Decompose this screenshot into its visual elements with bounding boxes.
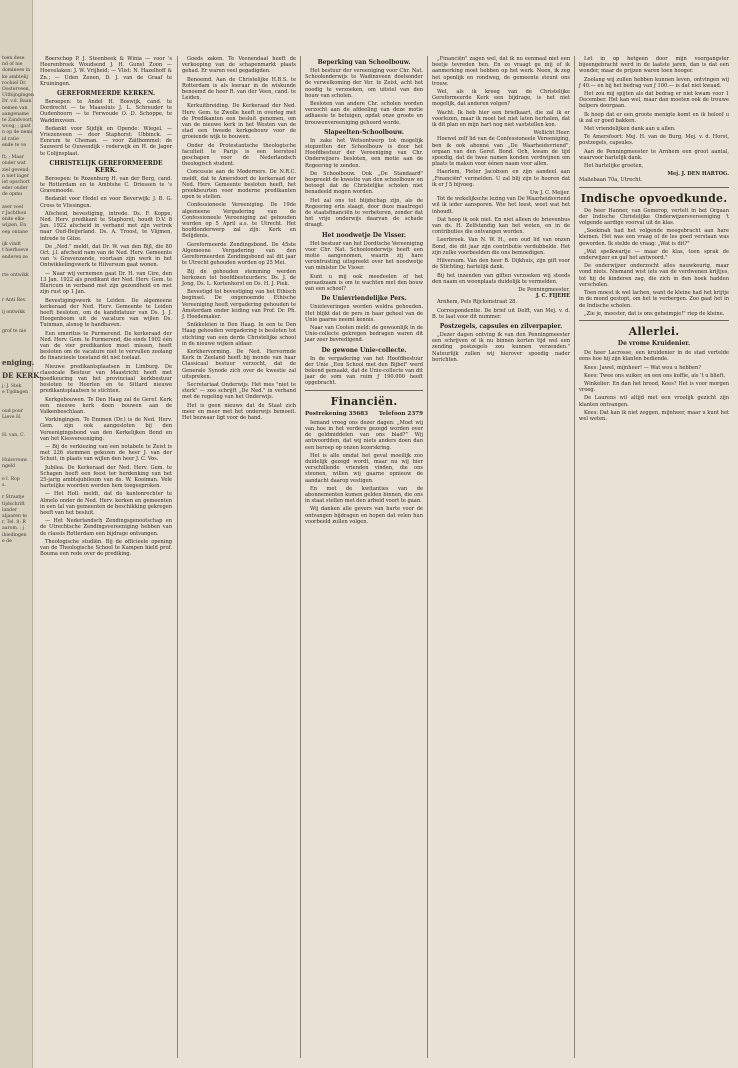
edge-fragment: aljaaren te — [2, 514, 28, 520]
paragraph: Benoemd. Aan de Christelijke H.B.S. te Rotterdam is als leeraar in de wiskunde benoemd de heer R. van der Veen, cand. te Leiden. — [182, 76, 296, 102]
allerlei-heading: Allerlei. — [628, 324, 680, 338]
signature: Uw J. C. Meijer. — [529, 190, 570, 197]
paragraph: Het bestuur der vereeniging voor Chr. Nat. Schoolonderwijs te Wadinxveen doelsonder de verwelkoming der Ver. te Zeist, acht het noodig te verzoeken, om uitstel van den bouw van scholen. — [305, 68, 423, 99]
paragraph: Winkelier: En dan het brood, Kees? Het is voor morgen vroeg. — [579, 380, 729, 394]
section-heading: De Unievriendelijke Pers. — [321, 295, 407, 303]
edge-fragment: woog; ; gaat — [2, 124, 31, 130]
edge-fragment: s. — [2, 483, 6, 488]
edge-fragment: wijzen, En — [2, 223, 27, 229]
column-divider — [177, 56, 178, 1058]
edge-fragment: e l. Rop — [2, 476, 20, 482]
column-5 — [579, 56, 729, 1058]
paragraph: Het bestuur van het Dordtsche Vereeniging voor Chr. Nat. Schoolonderwijs heeft een motie aangenomen, waarin zij hare verontrusting uitspreekt over het noodwetje van minister De Visser. — [305, 240, 423, 272]
paragraph: Het hartelijke groeten, — [584, 163, 644, 170]
paragraph: „Wat spelkwartje — maar de klas, toen sprak de onderwijzer en gaf het antwoord." — [579, 248, 729, 262]
edge-fragment: dominees in — [2, 68, 31, 74]
edge-fragment: tijdschrift — [2, 501, 25, 507]
paragraph: Kerkhervorming. De Ned. Hervormde Kerk in Zeeland heeft bij monde van haar Classicaal bestuur verzocht, dat de Generale Synode zich over de kwestie zal uitspreken. — [182, 348, 296, 380]
paragraph: Kees: Twee ons suiker, en een ons koffie, als 't u blieft. — [584, 372, 726, 379]
paragraph: Boerschop P. J. Steenbeek & Winia — voor 's Heerenbroek Woudsend J. H. Gunst Zoon — Hoevelaken: J. W. Vrijheid; — Vlist: N. Hazelhoff & Zn.; — Uden Zonen, D. J. van de Graaf te Kruiningen. — [40, 56, 172, 87]
section-heading: CHRISTELIJK GEREFORMEERDE KERK. — [49, 159, 163, 174]
edge-fragment: ende elke — [2, 217, 25, 223]
divider — [305, 390, 423, 391]
paragraph: Bevestigd tot bevestiging van het Ethisch beginsel. De ongenoemde Ethische Vereeniging heeft vergadering gehouden te Amsterdam onder leiding van Prof. Dr. Ph. J. Hoedemaker. — [182, 289, 296, 320]
edge-fragment: r Jachthon — [2, 211, 27, 217]
paragraph: Iemand vroeg ons dezer dagen: „Moet wij van hoe in het verdere gezegd worden over de geldmiddelen van ons blad?" Wij antwoordden, dat wij niets anders doen dan een beroep op onzen lezerskring. — [305, 419, 423, 451]
edge-fragment: Oosterveen, — [2, 87, 31, 93]
paragraph: Dat hoop ik ook niet. En niet alleen de brievenbus van ds. H. Zelfstandig kan het weten, en in de contributies die ontvangen worden. — [432, 216, 570, 236]
column-divider — [300, 56, 301, 1058]
paragraph: Let in op hetgeen door mijn voorgangster bijeengebracht werd in de laatste jaren, dan is dat een wonder, maar de prijzen waren toen hooger. — [579, 56, 729, 75]
paragraph: Wacht. Ik heb hier een briefkaart, die zal ik er voorlezen, maar ik moet het niet laten herhalen, dat ik dit plan en mijn hart nog niet vaststellen kon. — [432, 109, 570, 129]
paragraph: Unieleveringen worden weldra gehouden. Het blijkt dat de pers in haar geheel van de Unie gaarne neemt kennis. — [305, 304, 423, 323]
paragraph: Kerkgebouwen. Te Den Haag zal de Geref. Kerk een nieuwe kerk doen bouwen aan de Valkenboschlaan. — [40, 396, 172, 415]
address: Maliebaan 70a, Utrecht. — [579, 177, 643, 184]
paragraph: Tot de wekelijksche lezing van De Waarheidsvriend wil ik ieder aansporen. Wie het leest, weet wat het inhoudt. — [432, 196, 570, 215]
paragraph: Haerlem, Pieter Jacobsen en zijn aandeel aan „Financiën" vermelden. U zal blij zijn te hooren dat ik er ƒ 5 bijvoeg. — [432, 169, 570, 188]
edge-fragment: n op de nemi — [2, 130, 33, 136]
paragraph: Kees: Dat kan ik niet zeggen, mijnheer, maar u kunt het wel weten. — [579, 409, 729, 422]
section-heading: GEREFORMEERDE KERKEN. — [56, 90, 156, 98]
signature-name: J. C. FIJEHE — [535, 293, 570, 300]
paragraph: Gereformeerde Zendingsbond. De 45ste Algemeene Vergadering van den Gereformeerden Zendingsbond zal dit jaar te Utrecht gehouden worden op 25 Mei. — [182, 241, 296, 267]
divider — [579, 320, 729, 321]
section-heading: Beperking van Schoolbouw. — [317, 59, 411, 66]
paragraph: Theologische studiën. Bij de officieele opening van de Theologische School te Kampen hield prof. Bouma een rede over de prediking. — [40, 538, 172, 558]
postal-account: Postrekening 35683 — [305, 410, 369, 417]
edge-fragment: e de — [2, 538, 12, 544]
paragraph: Correspondentie. De brief uit Delft, van Mej. v. d. B. te laat voor dit nummer. — [432, 307, 570, 320]
contact-row — [305, 411, 423, 417]
paragraph: Kerkuitbreiding. De Kerkeraad der Ned. Herv. Gem. te Zwolle heeft in overleg met de Predikanten een besluit genomen, om van de nieuwe kerk in het Westen van de stad een tweede kerkgebouw voor de groeiende wijk te bouwen. — [182, 103, 296, 141]
paragraph: „Soekinah had het volgende meegebracht aan hare kleinen. Het was een vraag of de les goed verstaan was geworden. Ik stelde de vraag: „Wat is dit?" — [579, 228, 729, 247]
edge-fragment: eder onder — [2, 186, 28, 192]
edge-fragment: e Tijdingen — [2, 389, 29, 395]
paragraph: Afscheid, bevestiging, intrede. Ds. F. Koppe, Ned. Herv. predikant te Staphorst, houdt D.V. 8 Jan. 1922 afscheid in verband met zijn vertrek naar Oud-Beijerland. Ds. A. Troost, te Vlijmen, intrede te Gilze. — [40, 210, 172, 242]
edge-fragment: r, Tel. 8; R — [2, 520, 26, 526]
paragraph: Te Amersfoort: Mej. H. van de Burg, Mej. v. d. Horst, postzegels, capsules. — [579, 134, 729, 147]
divider — [579, 187, 729, 188]
paragraph: Bij het inzenden van giften verzoeken wij steeds den naam en woonplaats duidelijk te vermelden. — [432, 272, 570, 285]
edge-fragment: r Anti Rev. — [2, 297, 27, 303]
paragraph: Concessie aan de Moderners. De N.R.C. meldt, dat te Amersfoort de kerkeraad der Ned. Herv. Gemeente besloten heeft, het preekbeurten voor moderne predikanten open te stellen. — [182, 169, 296, 201]
telephone: Telefoon 2379 — [378, 410, 423, 417]
paragraph: In de vergadering van het Hoofdbestuur der Unie „Een School met den Bijbel" werd bekend gemaakt, dat de Unie-collecte van dit jaar de som van ruim ƒ 190.000 heeft opgebracht. — [305, 355, 423, 387]
paragraph: — Bij de verkiezing van een notabele te Zeist is met 226 stemmen gekozen de heer J. van der Schuit, in plaats van wijlen den heer J. C. Vos. — [40, 443, 172, 463]
edge-fragment: ij ontwikk — [2, 310, 25, 316]
edge-fragment: lander — [2, 507, 18, 513]
paragraph: Bedankt voor Sijdijk en Opende: Wiegel. — Vriezenveen — door Staphorst: Ubbinck. — Eenrum te Cheman. — voor Zaltbommel: de Sauwerd te Ouwendijk - rederwijk en H. de Jager te Colijnsplaat. — [40, 125, 172, 157]
indische-heading: Indische opvoedkunde. — [580, 191, 728, 205]
paragraph: Goeds zaken. Te Veenendaal heeft de verkooping van de schapenmarkt plaats gehad. Er waren veel gegadigden. — [182, 56, 296, 75]
paragraph: De Schoolbouw. Ook „De Standaard" bespreekt de kwestie van den schoolbouw en betoogt dat de Christelijke scholen niet benadeeld mogen worden. — [305, 170, 423, 196]
paragraph: Het zal ons tot blijdschap zijn, als de Regeering erin slaagt, door deze maatregel de staatsfinanciën te verbeteren, zonder dat het vrije onderwijs daarvan de schade draagt. — [305, 197, 423, 229]
paragraph: Wij danken alle gevers van harte voor de ontvangen bijdragen en hopen dat velen hun voorbeeld zullen volgen. — [305, 506, 423, 525]
paragraph: Beroepen: te Andel H. Boswijk, cand. te Dordrecht — te Maassluis J. L. Schreuder te Oudenhoorn — te Ferwoude O. D. Schoppe, te Waddinxveen. — [40, 99, 172, 124]
column-divider — [427, 56, 428, 1058]
paragraph: Hoewel zelf lid van de Confessioneele Vereeniging, ben ik ook abonné van „De Waarheidsvriend", orgaan van den Geref. Bond. Och, kwam de tijd spoedig, dat de twee namen konden verdwijnen om plaats te maken voor éénen naam voor allen. — [432, 136, 570, 168]
paragraph: Beroepen: te Rozenburg H. van der Berg, cand. te Rotterdam en te Ambtshe C. Driessen te 's Gravemoede. — [40, 175, 172, 195]
column-2 — [182, 56, 296, 1058]
edge-fragment: H. van, C. — [2, 433, 25, 439]
edge-fragment: toen dese — [2, 56, 25, 61]
paragraph: — Het Holl. meldt, dat de kantonrechter te Almelo onder de Ned. Herv. kerken en gemeenten in een tal van gemeenten de beschikking gekregen heeft van het besluit. — [40, 491, 172, 516]
edge-fragment: nemen van — [2, 105, 28, 111]
edge-fragment: j; J. Stek — [2, 383, 22, 389]
paragraph: Nieuwe predikantsplaatsen in Limburg. De classicale Bestuur van Maastricht heeft met goedkeuring van het provinciaal kerkbestuur besloten te Heerlen en te Sittard nieuwe predikantsplaatsen te stichten. — [40, 363, 172, 395]
subheading: De vrome Kruidenier. — [617, 339, 691, 347]
edge-fragment: ke ambtelij — [2, 74, 28, 80]
paragraph: Aan de Penningmeester te Arnhem een groot aantal, waarvoor hartelijk dank. — [579, 148, 729, 161]
signature-name: Mej. J. DEN HARTOG. — [667, 171, 729, 178]
paragraph: Arnhem, Pels Rijckenstraat 28. — [437, 299, 518, 306]
edge-fragment: grof te nie — [2, 328, 27, 334]
column-3 — [305, 56, 423, 1058]
edge-fragment: ijk vindt — [2, 242, 21, 248]
edge-fragment: t hierhoeve — [2, 248, 29, 254]
paragraph: Wel, als ik kreeg van de Christelijke Gereformeerde Kerk een bijdrage, is het niet mogelijk, dat anderen volgen? — [432, 89, 570, 108]
edge-fragment: aangename — [2, 111, 29, 117]
paragraph: „Financiën" zagen wel, dat ik nu eenmaal niet een beetje tevreden ben. En zo vraagt ge mij of ik aanmerking moet hebben op het werk. Neen, ik zeg het openlijk en rondweg, de gemeente steunt ons trouw. — [432, 56, 570, 87]
edge-fragment: n niet lager — [2, 173, 29, 179]
paragraph: Snikkeleien in Den Haag. In een te Den Haag gehouden vergadering is besloten tot stichting van een derde Christelijke school in de nieuwe wijken aldaar. — [182, 322, 296, 347]
paragraph: Bevestigingswerk te Leiden. De algemeene kerkeraad der Ned. Herv. Gemeente te Leiden heeft besloten, om de kandidatuur van Ds. J. J. Hoogenboom uit de vacature van wijlen Ds. Tuinman, alsnog te handhaven. — [40, 297, 172, 329]
paragraph: Zoolang wij zullen hebben kunnen leven, ontvingen wij ƒ 40.— en bij het bedrag van ƒ 100.— is dat niet kwaad. — [579, 76, 729, 89]
paragraph: Onder de Protestantsche theologische faculteit te Parijs is een leerstoel geschapen voor de Nederlandsch theologisch student. — [182, 142, 296, 168]
edge-fragment: ende te ve — [2, 142, 27, 148]
paragraph: Toen moest ik wel lachen, want de kleine had het krijtje in de mond gestopt, om het te verbergen. Zoo gaat het in de Indische scholen. — [579, 290, 729, 309]
section-heading: Postzegels, capsules en zilverpapier. — [439, 322, 563, 330]
edge-fragment: enderen ze — [2, 254, 28, 260]
paragraph: Ik hoop dat er een groote menigte komt en ik beloof u ik zal er goed bakken. — [579, 111, 729, 124]
paragraph: Met vriendelijken dank aan u allen. — [584, 126, 676, 133]
column-divider — [574, 56, 575, 1058]
paragraph: Leerbroek. Van N. W. H., een oud lid van onzen Bond, die dit jaar zijn contributie verdubbelde. Het zijn zulke voorbeelden die ons bemoedigen. — [432, 237, 570, 256]
column-1 — [40, 56, 172, 1058]
paragraph: Kees: Jawel, mijnheer! — Wat wou u hebben? — [584, 364, 701, 371]
section-heading: Slapeelten-Schoolbouw. — [324, 128, 404, 136]
edge-fragment: te Zandvoort, — [2, 118, 34, 124]
paragraph: In zake het Wetsontwerp tot mogelijk stopzetten der Schoolbouw is door het Hoofdbestuur der Vereeniging van Chr. Onderwijzers besloten, een motie aan de Regeering te zenden. — [305, 137, 423, 169]
paragraph: Secretariaat Onderwijs. Het mes "niet te sterk" — zoo schrijft „De Ned." in verband met de regeling van het Onderwijs. — [182, 381, 296, 401]
edge-fragment: r Straatje — [2, 495, 25, 501]
left-edge-fragments — [2, 56, 42, 1058]
paragraph: „Zie je, meester, dat is ons geheimpje!" riep de kleine. — [584, 310, 725, 317]
paragraph: Het zou mij spijten als dat bedrag er niet kwam voor 1 December. Het kan wel, maar dan moeten ook de trouwe helpers doorgaan. — [579, 91, 729, 110]
edge-fragment: eniging. — [2, 357, 35, 367]
paragraph: Hilversum. Van den heer B. Dijkhuis, zijn gift voor de Stichting; hartelijk dank. — [432, 258, 570, 271]
paragraph: Besloten van andere Chr. scholen worden verzocht aan de afdeeling van deze motie adhaesie te betuigen, opdat onze groote en brouwenvereeniging gehoord worde. — [305, 101, 423, 126]
paragraph: De heer Lacrosse, een kruidenier in de stad vertelde eens hoe hij zijn klanten bediende. — [579, 350, 729, 363]
edge-fragment: rte ontwikk — [2, 273, 29, 279]
signature: Wellicht Heer. — [533, 130, 570, 137]
edge-fragment: ziel gevend; — [2, 167, 30, 173]
edge-fragment: rochiel Dr. — [2, 80, 27, 86]
edge-fragment: id ratie — [2, 136, 19, 142]
edge-fragment: eep ontane — [2, 229, 28, 235]
paragraph: „Dezer dagen ontving ik van den Penningmeester een schrijven of ik nu binnen korten tijd wel een zending postzegels zou kunnen verzenden." Natuurlijk zullen wij hierover spoedig nader berichten. — [432, 331, 570, 363]
edge-fragment: nd of nie — [2, 62, 23, 68]
section-heading: De gewone Unie-collecte. — [321, 346, 407, 354]
paragraph: — Het Nederlandsch Zendingsgenootschap en de Utrechtsche Zendingsvereeniging hebben van de classis Rotterdam een bijdrage ontvangen. — [40, 518, 172, 537]
edge-fragment — [2, 348, 30, 354]
paragraph: Naar van Cooten meld: de gewoonlijk in de Unie-collecte gekregen bedragen waren dit jaar zeer bevredigend. — [305, 324, 423, 344]
paragraph: Bedankt voor Hedel en voor Beverwijk: J. B. G. Cross te Vlissingen. — [40, 196, 172, 209]
edge-fragment: Lieve H. — [2, 414, 22, 420]
edge-fragment: onder wat — [2, 161, 26, 167]
column-4 — [432, 56, 570, 1058]
edge-fragment: Uitbijngingen — [2, 93, 34, 99]
edge-fragment: oud pour — [2, 408, 23, 414]
edge-fragment: ngeld — [2, 464, 16, 470]
paragraph: De onderwijzer onderzocht alles nauwkeurig, maar vond niets. Niemand wist iets van de verdwenen krijtjes, tot hij de kinderen zag, die zich in den hoek hadden verscholen. — [579, 263, 729, 288]
section-heading: Het noodwetje De Visser. — [322, 231, 406, 239]
edge-fragment: Huisvrouw — [2, 458, 28, 464]
edge-fragment: zeer veel — [2, 204, 24, 210]
financien-heading: Financiën. — [330, 394, 398, 408]
edge-fragment: aarom. ; j — [2, 526, 25, 532]
paragraph: Een emeritus te Purmerend. De kerkeraad der Ned. Herv. Gem. te Purmerend, die sinds 1902 één van de vier predikanten moet missen, heeft besloten om de vacature niet te vervullen zoolang de financieele toestand dit niet toelaat. — [40, 330, 172, 362]
paragraph: Confessioneele Vereeniging. De 19de algemeene Vergadering van de Confessioneele Vereeniging zal gehouden worden op 5 April a.s. te Utrecht. Het hoofdonderwerp zal zijn: Kerk en Belijdenis. — [182, 202, 296, 240]
paragraph: De „Ned." meldt, dat Dr. W. van den Bijl, die 80 Oct. j.l. afscheid nam van de Ned. Herv. Gemeente van 's Gravenzande, voortaan zijn werk in het Ontwikkelingswerk te Hilversum gaat wonen. — [40, 243, 172, 269]
edge-fragment: iet opschort — [2, 180, 30, 186]
paragraph: Vorkingingen. Te Emmen (Dr.) is de Ned. Herv. Gem. zijn ook aangesloten bij den Vereenigingsbond van den Kerkelijken Bond en van het Kiesvereeniging. — [40, 417, 172, 442]
edge-fragment: de opmu — [2, 192, 23, 198]
paragraph: Het is alle omdat het geval moeilijk zoo duidelijk gezegd wordt, maar nu wij hier verschillende vrienden vinden, die ons steunen, willen wij gaarne opnieuw de aandacht daarop vestigen. — [305, 452, 423, 484]
edge-fragment: ibiedingen — [2, 532, 27, 538]
paragraph: Bij de gehouden stemming werden herkozen tot hoofdbestuurders: Ds. J. de Jong, Ds. L. Kortenhorst en Ds. H. J. Piek. — [182, 268, 296, 287]
paragraph: De Laurens wil altijd met een vroolijk gezicht zijn klanten ontvangen. — [579, 395, 729, 408]
paragraph: — Naar wij vernemen gaat Dr. H. van Cire, den 13 Jan. 1922 als predikant der Ned. Herv. Gem. te Blaricum in verband met zijn gezondheid en met zijn rust op 1 Jan. — [40, 270, 172, 296]
paragraph: Jubilea. De Kerkeraad der Ned. Herv. Gem. te Schagen heeft een feest ter herdenking van het 25-jarig ambtsjubileum van ds. W. Kooiman. Vele hartelijke woorden werden hem toegesproken. — [40, 464, 172, 490]
paragraph: Kunt u mij ook meedeelen of het geraadzaam is om te wachten met den bouw van een school? — [305, 273, 423, 293]
paragraph: De heer Hanner, van Gemerop, vertelt in het Orgaan der Indische Christelijke Onderwijzersvereeniging 't volgende aardige voorval uit de klas. — [579, 207, 729, 227]
edge-fragment: ft; ; Maar — [2, 155, 24, 161]
edge-fragment: DE KERK. — [2, 370, 42, 380]
paragraph: Het is geen nieuws dat de Staat zich meer en meer met het onderwijs bemoeit. Het bezwaar ligt voor de hand. — [182, 402, 296, 421]
paragraph: En met de kwitanties van de abonnementen komen gelden binnen, die ons in staat stellen met den arbeid voort te gaan. — [305, 485, 423, 505]
edge-fragment: Dr. v.d. Baan — [2, 99, 32, 105]
signature-role: De Penningmeester, — [518, 286, 570, 293]
